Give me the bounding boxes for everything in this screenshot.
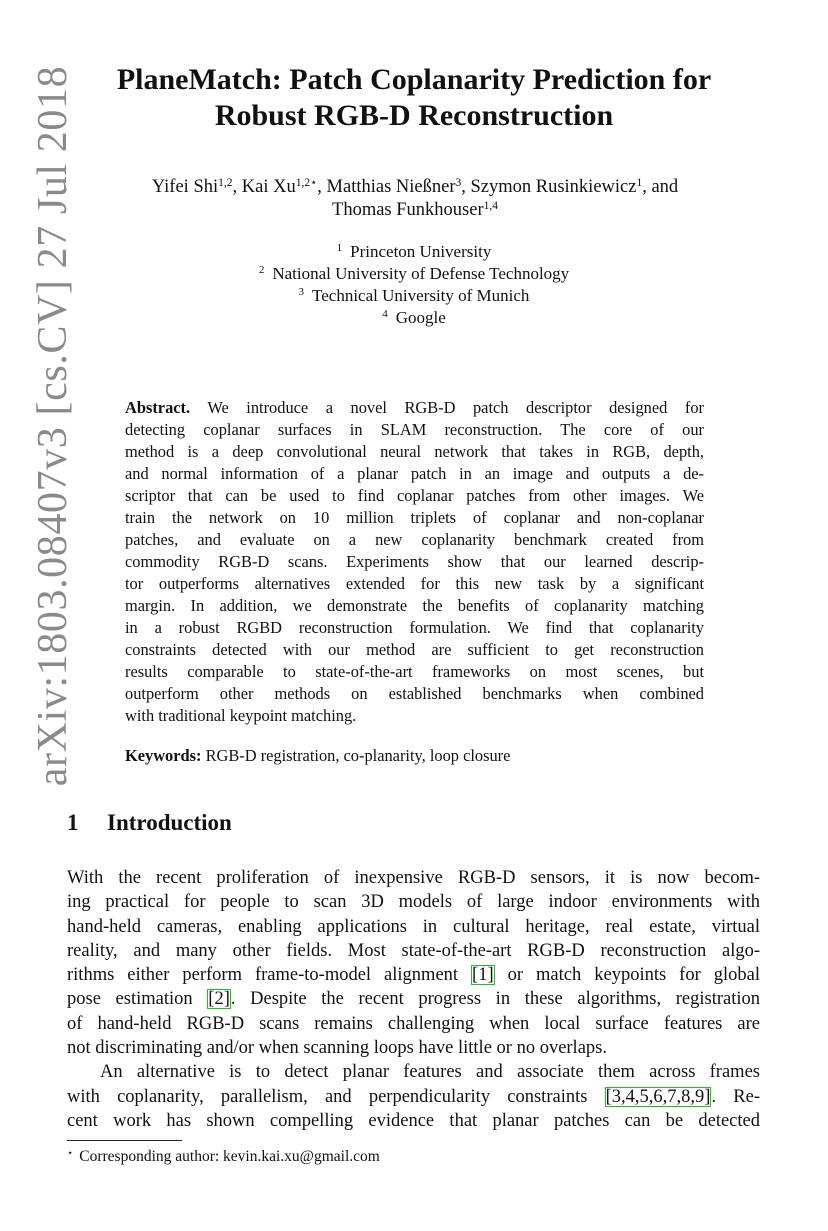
author-name: Matthias Nießner	[326, 177, 456, 197]
abstract-label: Abstract.	[125, 398, 191, 417]
abstract-line: in a robust RGBD reconstruction formulation. We find that coplanarity	[125, 618, 704, 637]
authors-conjunction: and	[651, 177, 679, 197]
body-line: of hand-held RGB-D scans remains challenging when local surface features are	[67, 1013, 760, 1034]
affiliation-list	[0, 241, 828, 329]
affiliation-name: Google	[395, 308, 446, 327]
abstract-line: outperform other methods on established benchmarks when combined	[125, 684, 704, 703]
affiliation-name: Princeton University	[350, 242, 492, 261]
abstract-text: We introduce a novel RGB-D patch descriptor designed for	[207, 398, 704, 417]
author-affiliation-mark: 1,2	[218, 177, 233, 189]
footnote-mark: ⋆	[67, 1148, 74, 1159]
section-title: Introduction	[107, 810, 232, 835]
arxiv-identifier-stamp: arXiv:1803.08407v3 [cs.CV] 27 Jul 2018	[30, 65, 76, 787]
title-line-2: Robust RGB-D Reconstruction	[214, 99, 614, 132]
body-text	[67, 866, 760, 1133]
abstract	[125, 397, 704, 727]
body-line: cent work has shown compelling evidence that planar patches can be detected	[67, 1110, 760, 1131]
affiliation-item	[0, 285, 828, 307]
keywords-text: RGB-D registration, co-planarity, loop closure	[205, 746, 511, 765]
abstract-line: patches, and evaluate on a new coplanarity benchmark created from	[125, 530, 704, 549]
affiliation-item	[0, 263, 828, 285]
footnote-text: Corresponding author: kevin.kai.xu@gmail.com	[79, 1148, 380, 1165]
body-text-fragment: rithms either perform frame-to-model alignment	[67, 965, 472, 986]
body-line: An alternative is to detect planar features and associate them across frames	[100, 1062, 760, 1083]
body-line: ing practical for people to scan 3D models of large indoor environments with	[67, 892, 760, 913]
body-line	[67, 987, 760, 1011]
abstract-line	[125, 397, 704, 419]
body-line: With the recent proliferation of inexpensive RGB-D sensors, it is now becom-	[67, 868, 760, 888]
abstract-line: margin. In addition, we demonstrate the benefits of coplanarity matching	[125, 596, 704, 615]
author-affiliation-mark: 1,2⋆	[295, 177, 318, 189]
abstract-line: tor outperforms alternatives extended for this new task by a significant	[125, 574, 704, 593]
section-heading	[67, 810, 232, 836]
abstract-line: constraints detected with our method are sufficient to get reconstruction	[125, 640, 704, 659]
body-line: hand-held cameras, enabling applications in cultural heritage, real estate, virtual	[67, 916, 760, 937]
body-text-fragment: . Re-	[711, 1086, 761, 1107]
affiliation-number: 3	[298, 286, 305, 298]
abstract-line: and normal information of a planar patch in an image and outputs a de-	[125, 464, 704, 483]
body-text-fragment: pose estimation	[67, 989, 208, 1010]
affiliation-name: National University of Defense Technology	[272, 264, 570, 283]
author-line-1: Yifei Shi$^{1,2}$, Kai $Xu^{1,2⋆}$, Matthias Nießner$^3$, Szymon Rusinkiewicz$^1$, and	[151, 177, 679, 197]
author-affiliation-mark: 1,4	[483, 200, 498, 212]
body-line: not discriminating and/or when scanning loops have little or no overlaps.	[67, 1038, 607, 1059]
author-list	[90, 176, 740, 222]
citation-link[interactable]: [1]	[472, 965, 494, 986]
footnote	[67, 1148, 380, 1166]
footnote-rule	[67, 1140, 182, 1141]
abstract-line: commodity RGB-D scans. Experiments show that our learned descrip-	[125, 552, 704, 571]
body-text-fragment: or match keypoints for global	[494, 965, 760, 986]
abstract-line: train the network on 10 million triplets of coplanar and non-coplanar	[125, 508, 704, 527]
citation-link[interactable]: [3,4,5,6,7,8,9]	[605, 1086, 711, 1107]
author-name: Szymon Rusinkiewicz	[470, 177, 637, 197]
abstract-line: detecting coplanar surfaces in SLAM reconstruction. The core of our	[125, 420, 704, 439]
body-line: reality, and many other fields. Most state-of-the-art RGB-D reconstruction algo-	[67, 940, 760, 961]
affiliation-number: 2	[258, 264, 265, 276]
title-line-1: PlaneMatch: Patch Coplanarity Prediction for	[116, 63, 712, 96]
body-line	[67, 963, 760, 987]
body-line	[67, 1085, 760, 1109]
author-name: Thomas Funkhouser	[332, 200, 484, 220]
citation-link[interactable]: [2]	[208, 989, 230, 1010]
abstract-line: results comparable to state-of-the-art frameworks on most scenes, but	[125, 662, 704, 681]
keywords	[125, 746, 510, 766]
body-text-fragment: . Despite the recent progress in these algorithms, registration	[230, 989, 761, 1010]
affiliation-item	[0, 307, 828, 329]
author-name: Kai Xu	[241, 177, 296, 197]
author-affiliation-mark: 3	[455, 177, 462, 189]
affiliation-number: 4	[382, 308, 388, 320]
affiliation-number: 1	[336, 242, 343, 254]
body-text-fragment: with coplanarity, parallelism, and perpendicularity constraints	[67, 1086, 605, 1107]
paper-title	[0, 62, 828, 134]
author-affiliation-mark: 1	[636, 177, 643, 189]
affiliation-item	[0, 241, 828, 263]
abstract-line: method is a deep convolutional neural network that takes in RGB, depth,	[125, 442, 704, 461]
affiliation-name: Technical University of Munich	[312, 286, 530, 305]
section-number: 1	[67, 810, 79, 835]
author-line-2	[90, 199, 740, 222]
abstract-line: scriptor that can be used to find coplanar patches from other images. We	[125, 486, 704, 505]
keywords-label: Keywords:	[125, 746, 202, 765]
abstract-line: with traditional keypoint matching.	[125, 706, 357, 725]
author-name: Yifei Shi	[151, 177, 219, 197]
